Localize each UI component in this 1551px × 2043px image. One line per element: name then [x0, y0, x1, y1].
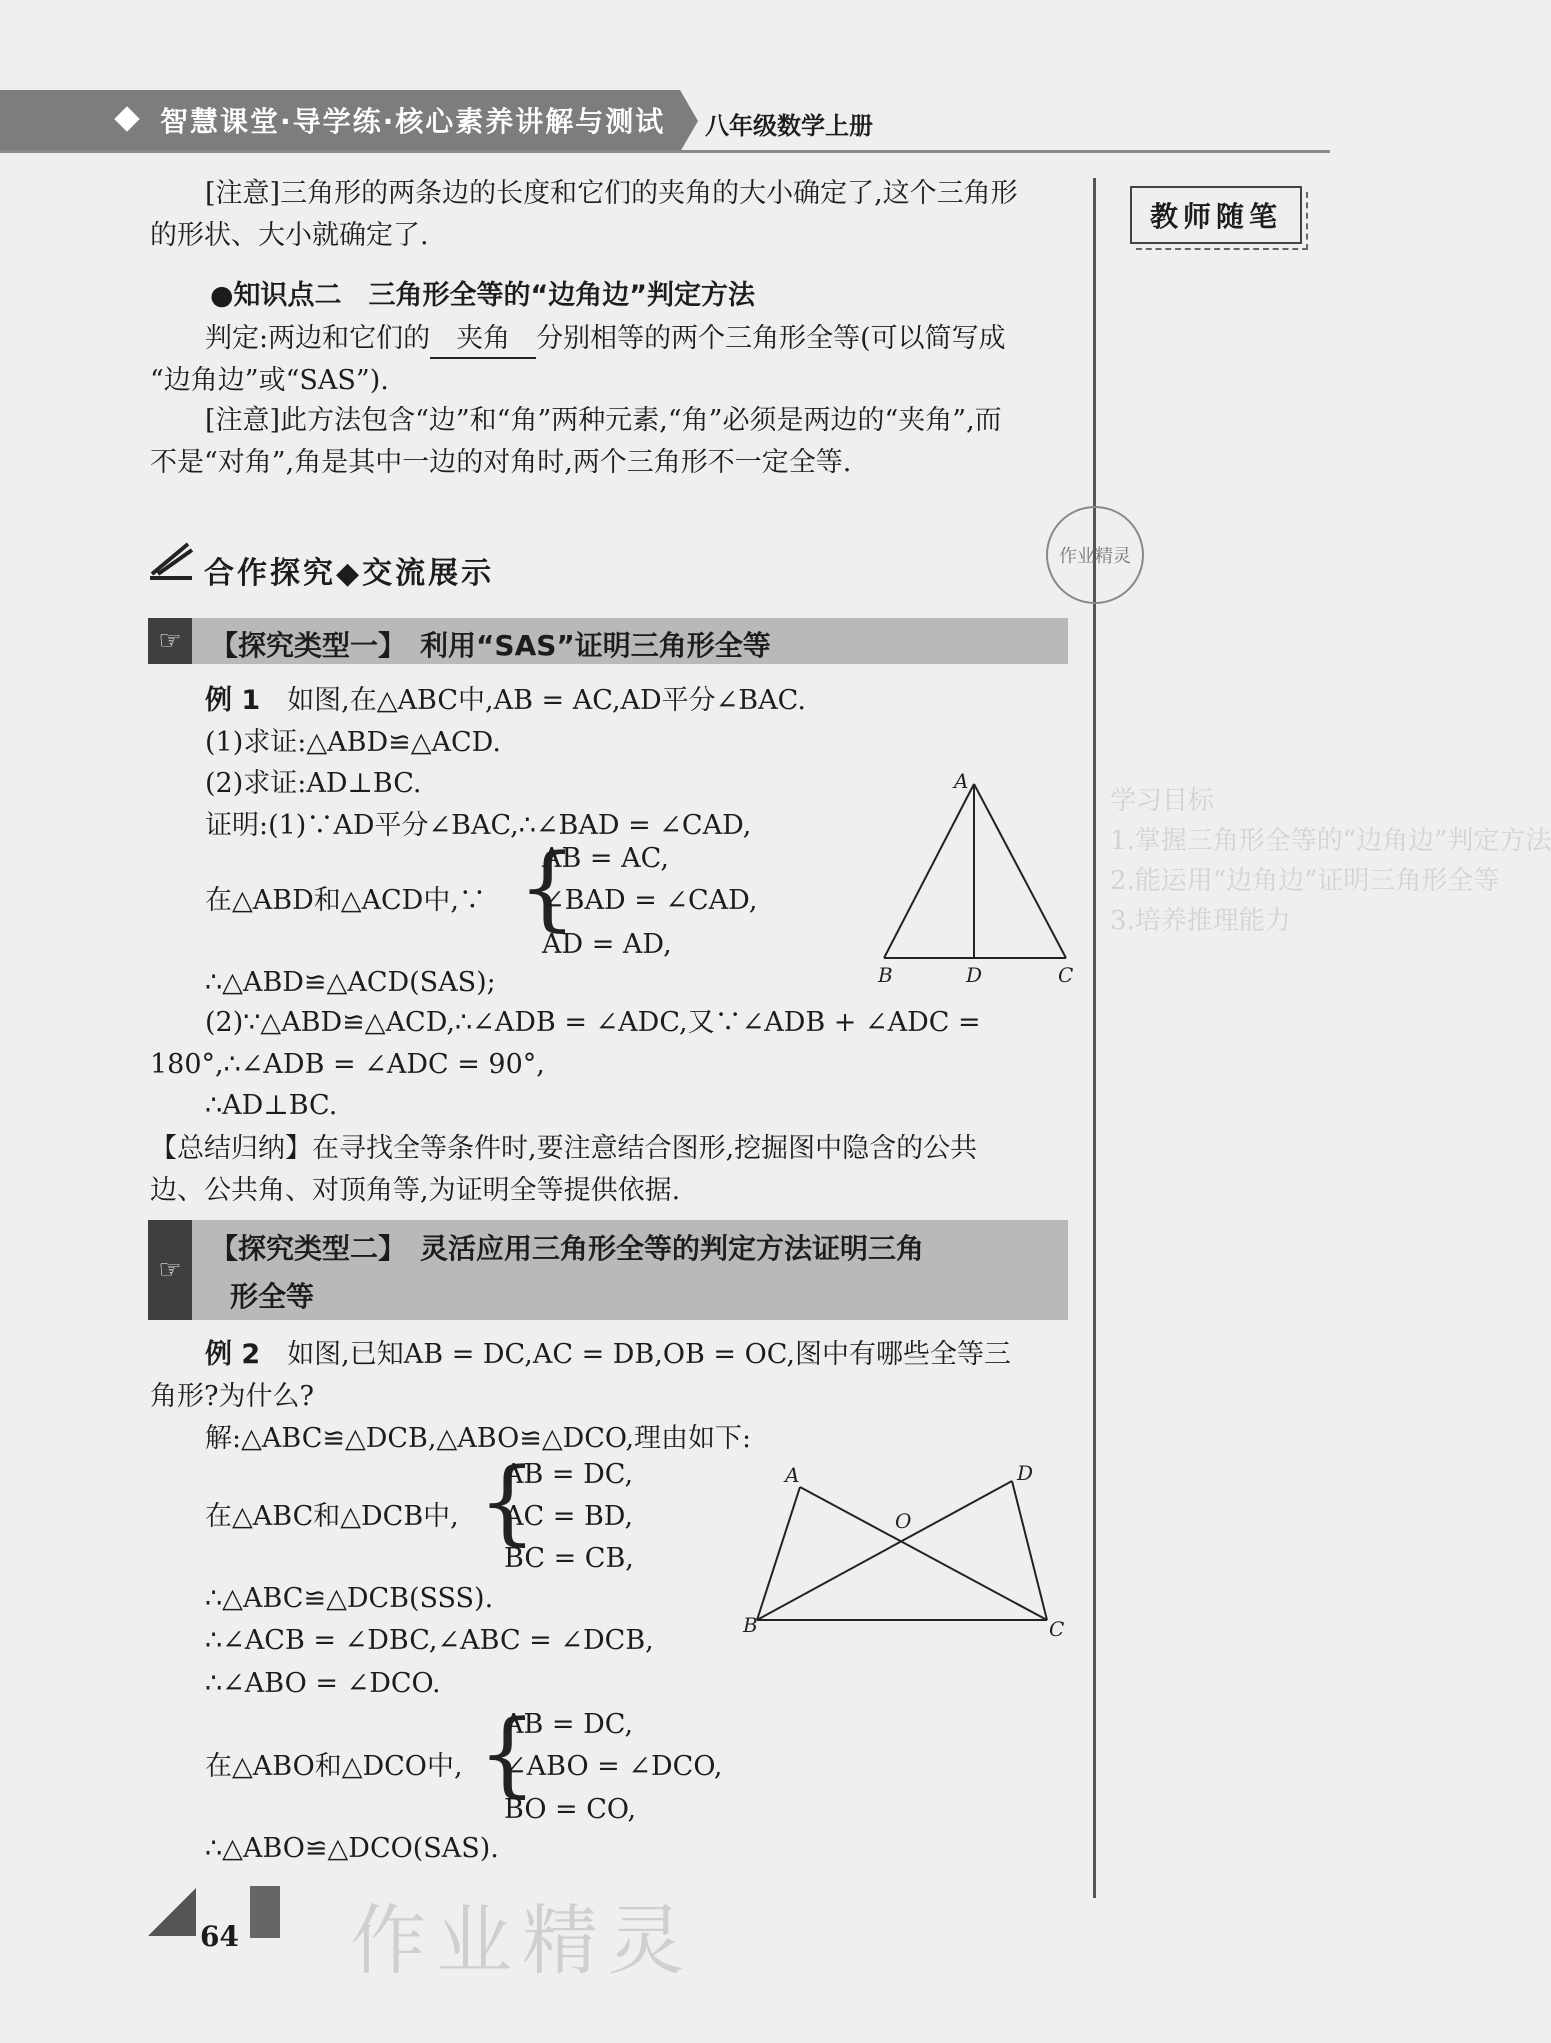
- note-line: 的形状、大小就确定了.: [150, 220, 429, 251]
- section-heading: 合作探究◆交流展示: [204, 556, 495, 591]
- answer-blank: 夹角: [430, 321, 536, 359]
- solution-line: ∴∠ABO = ∠DCO.: [205, 1668, 441, 1699]
- bleed-through-text: 2.能运用“边角边”证明三角形全等: [1110, 866, 1500, 896]
- system-condition: ∠BAD = ∠CAD,: [542, 885, 758, 916]
- solution-line: ∴△ABO≌△DCO(SAS).: [205, 1833, 499, 1864]
- knowledge-point-heading: ●知识点二 三角形全等的“边角边”判定方法: [210, 280, 756, 311]
- type-banner-title: 【探究类型二】 灵活应用三角形全等的判定方法证明三角: [210, 1232, 925, 1265]
- vertex-label-D: D: [1017, 1461, 1034, 1485]
- brace-symbol: {: [518, 834, 577, 941]
- header-rule: [0, 150, 1330, 153]
- system-condition: AB = DC,: [504, 1459, 634, 1490]
- bleed-through-text: 3.培养推理能力: [1110, 906, 1291, 936]
- proof-line: ∴AD⊥BC.: [205, 1090, 338, 1121]
- system-condition: AB = DC,: [504, 1709, 634, 1740]
- book-grade-title: 八年级数学上册: [705, 111, 873, 140]
- system-condition: AB = AC,: [542, 843, 669, 874]
- vertex-label-C: C: [1058, 963, 1074, 987]
- definition-line: [205, 318, 1006, 360]
- segment-AC: [800, 1487, 1047, 1620]
- definition-text: 判定:两边和它们的: [205, 323, 431, 354]
- brace-symbol: {: [478, 1448, 537, 1555]
- hand-pointer-icon: ☞: [148, 618, 192, 664]
- proof-line: 180°,∴∠ADB = ∠ADC = 90°,: [150, 1049, 545, 1080]
- definition-text: 分别相等的两个三角形全等(可以简写成: [536, 323, 1006, 354]
- brace-symbol: {: [478, 1700, 537, 1807]
- note-line: [注意]此方法包含“边”和“角”两种元素,“角”必须是两边的“夹角”,而: [205, 405, 1002, 436]
- summary-line: 边、公共角、对顶角等,为证明全等提供依据.: [150, 1175, 681, 1206]
- hand-pointer-icon: ☞: [148, 1220, 192, 1320]
- type-banner-title: 【探究类型一】 利用“SAS”证明三角形全等: [210, 629, 771, 662]
- system-condition: BO = CO,: [504, 1794, 637, 1825]
- bleed-through-text: 1.掌握三角形全等的“边角边”判定方法: [1110, 826, 1551, 856]
- example-stem: [205, 1334, 1011, 1376]
- system-lead: 在△ABD和△ACD中,∵: [205, 885, 486, 916]
- bleed-through-text: 学习目标: [1110, 786, 1215, 816]
- system-condition: ∠ABO = ∠DCO,: [504, 1751, 723, 1782]
- segment-AC: [974, 784, 1066, 958]
- summary-line: 【总结归纳】在寻找全等条件时,要注意结合图形,挖掘图中隐含的公共: [150, 1133, 978, 1164]
- system-condition: BC = CB,: [504, 1543, 634, 1574]
- page-tab: [250, 1886, 280, 1938]
- example-question: 如图,已知AB = DC,AC = DB,OB = OC,图中有哪些全等三: [287, 1339, 1012, 1370]
- segment-DC: [1012, 1481, 1047, 1620]
- seal-text: 作业精灵: [1059, 546, 1131, 567]
- margin-divider: [1093, 178, 1096, 1898]
- vertex-label-A: A: [954, 769, 969, 793]
- teacher-notes-label: 教师随笔: [1130, 186, 1302, 244]
- example-stem: [205, 680, 806, 722]
- example-question: 如图,在△ABC中,AB = AC,AD平分∠BAC.: [287, 685, 806, 716]
- segment-AB: [884, 784, 974, 958]
- solution-line: ∴∠ACB = ∠DBC,∠ABC = ∠DCB,: [205, 1625, 654, 1656]
- corner-triangle-icon: [148, 1888, 196, 1936]
- system-lead: 在△ABC和△DCB中,: [205, 1501, 459, 1532]
- triangle-figure: [870, 770, 1090, 990]
- system-condition: AC = BD,: [504, 1501, 634, 1532]
- proof-line: 证明:(1)∵AD平分∠BAC,∴∠BAD = ∠CAD,: [205, 810, 752, 841]
- pen-icon: [148, 540, 196, 580]
- solution-line: ∴△ABC≌△DCB(SSS).: [205, 1583, 494, 1614]
- page-number: 64: [200, 1920, 239, 1953]
- vertex-label-B: B: [743, 1613, 758, 1637]
- solution-line: 解:△ABC≌△DCB,△ABO≌△DCO,理由如下:: [205, 1423, 752, 1454]
- vertex-label-C: C: [1049, 1617, 1065, 1641]
- proof-line: ∴△ABD≌△ACD(SAS);: [205, 967, 496, 998]
- type-banner-title: 形全等: [230, 1280, 315, 1313]
- watermark: 作业精灵: [350, 1896, 694, 1985]
- question-part: (1)求证:△ABD≌△ACD.: [205, 727, 501, 758]
- example-label: 例 2: [205, 1339, 261, 1370]
- vertex-label-A: A: [785, 1463, 800, 1487]
- example-label: 例 1: [205, 685, 261, 716]
- system-condition: AD = AD,: [542, 929, 672, 960]
- vertex-label-O: O: [895, 1509, 912, 1533]
- proof-line: (2)∵△ABD≌△ACD,∴∠ADB = ∠ADC,又∵∠ADB + ∠ADC =: [205, 1007, 981, 1038]
- definition-line: “边角边”或“SAS”).: [150, 365, 389, 396]
- note-line: [注意]三角形的两条边的长度和它们的夹角的大小确定了,这个三角形: [205, 178, 1018, 209]
- system-lead: 在△ABO和△DCO中,: [205, 1751, 463, 1782]
- crossed-triangles-figure: [735, 1460, 1085, 1640]
- vertex-label-D: D: [966, 963, 983, 987]
- vertex-label-B: B: [878, 963, 893, 987]
- seal-stamp-icon: [1040, 500, 1150, 610]
- example-question: 角形?为什么?: [150, 1381, 314, 1412]
- book-series-title: 智慧课堂·导学练·核心素养讲解与测试: [160, 105, 666, 138]
- question-part: (2)求证:AD⊥BC.: [205, 768, 422, 799]
- note-line: 不是“对角”,角是其中一边的对角时,两个三角形不一定全等.: [150, 447, 852, 478]
